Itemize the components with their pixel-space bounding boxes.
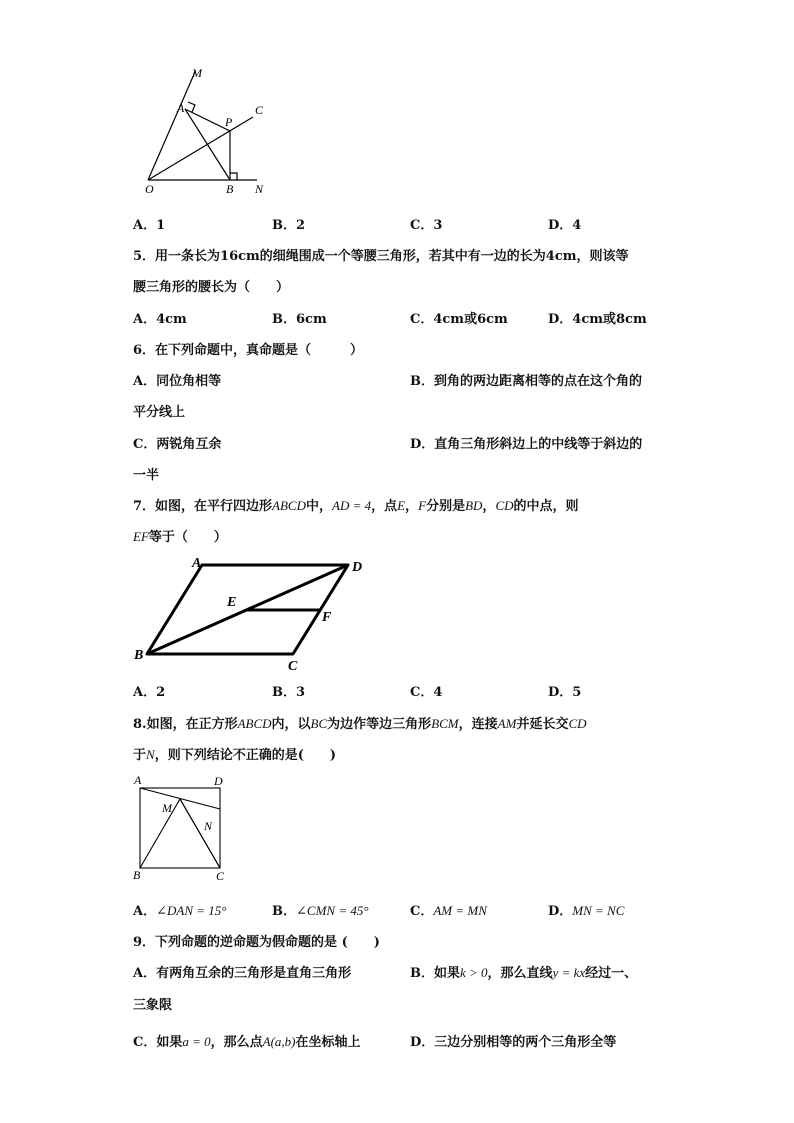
q8-option-b-label: B．: [272, 904, 296, 919]
label-e: E: [227, 595, 237, 610]
label-a: A: [177, 101, 185, 115]
q7-stem-line2: [133, 526, 227, 545]
q6-stem: 6．在下列命题中，真命题是（ ）: [133, 343, 364, 358]
label-n: N: [204, 819, 213, 833]
q8-text: 8.如图，在正方形: [133, 717, 238, 732]
q8-text: 为边作等边三角形: [327, 717, 432, 732]
q7-option-d: D．5: [548, 685, 582, 700]
q9-option-b-line1: [410, 962, 637, 981]
q9-option-d: D．三边分别相等的两个三角形全等: [410, 1035, 617, 1050]
q7-option-a: A．2: [133, 685, 166, 700]
q6-option-b-line2: 平分线上: [133, 405, 186, 420]
segment-mc: [180, 799, 220, 868]
q5-option-b: B．6cm: [272, 312, 327, 327]
q8-option-a-label: A．: [133, 904, 157, 919]
label-d: D: [352, 560, 363, 575]
q7-math-bd: BD: [465, 498, 483, 513]
q7-option-b: B．3: [272, 685, 306, 700]
q8-text: ，则下列结论不正确的是( ): [154, 748, 336, 763]
q7-text: 等于（ ）: [148, 530, 227, 545]
q8-option-b-math: ∠CMN = 45°: [296, 903, 369, 918]
q7-text: 7．如图，在平行四边形: [133, 499, 273, 514]
q5-stem-line2: 腰三角形的腰长为（ ）: [133, 280, 290, 295]
q8-text: 于: [133, 748, 147, 763]
q9-text: 在坐标轴上: [295, 1035, 361, 1050]
label-n: N: [255, 182, 264, 196]
q6-option-b-line1: B．到角的两边距离相等的点在这个角的: [410, 374, 642, 389]
q4-option-d: D．4: [548, 218, 582, 233]
figure-square: [130, 771, 240, 883]
q9-math-a0: a = 0: [182, 1034, 211, 1049]
q7-text: 分别是: [426, 499, 466, 514]
q9-text: C．如果: [133, 1035, 183, 1050]
q8-option-c-label: C．: [410, 904, 434, 919]
q7-math-abcd: ABCD: [272, 498, 306, 513]
q9-option-c: [133, 1031, 361, 1050]
q7-text: 的中点，则: [513, 499, 579, 514]
label-b: B: [134, 648, 144, 663]
q9-text: B．如果: [410, 966, 460, 981]
q9-text: 经过一、: [585, 966, 638, 981]
q8-option-b: [272, 900, 369, 919]
q8-stem-line1: [133, 713, 587, 732]
q8-math-cd: CD: [568, 716, 587, 731]
q7-option-c: C．4: [410, 685, 443, 700]
q7-text: ，点: [371, 499, 398, 514]
q9-text: ，那么点: [210, 1035, 263, 1050]
label-m: M: [192, 66, 202, 80]
q7-math-f: F: [418, 498, 427, 513]
q6-option-d-line2: 一半: [133, 468, 160, 483]
q9-math-point: A(a,b): [262, 1034, 296, 1049]
q9-option-b-line2: 三象限: [133, 998, 173, 1013]
q7-text: ，: [482, 499, 496, 514]
q7-text: ，: [405, 499, 419, 514]
q9-stem: 9．下列命题的逆命题为假命题的是 ( ): [133, 935, 380, 950]
label-p: P: [225, 115, 233, 129]
label-o: O: [145, 182, 154, 196]
q9-math-ykx: y = kx: [552, 965, 586, 980]
label-c: C: [288, 659, 298, 673]
label-m: M: [162, 801, 172, 815]
label-c: C: [216, 869, 225, 883]
q8-option-a: [133, 900, 226, 919]
q8-option-d-label: D．: [548, 904, 573, 919]
figure-parallelogram: [130, 553, 375, 673]
q8-option-c-math: AM = MN: [433, 903, 487, 918]
label-c: C: [255, 103, 264, 117]
q4-option-b: B．2: [272, 218, 306, 233]
q9-option-a: A．有两角互余的三角形是直角三角形: [133, 966, 352, 981]
q7-math-ef: EF: [133, 529, 149, 544]
q8-math-abcd: ABCD: [237, 716, 272, 731]
q8-option-c: [410, 900, 487, 919]
q8-stem-line2: [133, 744, 336, 763]
q4-option-a: A．1: [133, 218, 166, 233]
label-b: B: [226, 182, 234, 196]
triangle-bcm: [140, 799, 220, 868]
q4-option-c: C．3: [410, 218, 443, 233]
ray-om: [148, 72, 195, 180]
q6-option-c: C．两锐角互余: [133, 437, 222, 452]
label-d: D: [214, 774, 223, 788]
q8-text: ，连接: [458, 717, 498, 732]
label-b: B: [133, 868, 141, 882]
q6-option-d-line1: D．直角三角形斜边上的中线等于斜边的: [410, 437, 643, 452]
q5-stem-line1: 5．用一条长为16cm的细绳围成一个等腰三角形，若其中有一边的长为4cm，则该等: [133, 249, 629, 264]
q8-math-bcm: BCM: [431, 716, 459, 731]
q8-math-n: N: [146, 747, 155, 762]
q8-math-bc: BC: [310, 716, 328, 731]
q7-text: 中，: [306, 499, 333, 514]
q7-math-ad: AD = 4: [332, 498, 372, 513]
q9-text: ，那么直线: [487, 966, 553, 981]
label-a: A: [192, 556, 202, 571]
q8-option-a-math: ∠DAN = 15°: [156, 903, 227, 918]
q8-option-d: [548, 900, 624, 919]
label-a: A: [134, 773, 142, 787]
segment-an: [140, 788, 220, 809]
q5-option-c: C．4cm或6cm: [410, 312, 508, 327]
q5-option-d: D．4cm或8cm: [548, 312, 647, 327]
label-f: F: [322, 610, 332, 625]
q8-math-am: AM: [497, 716, 517, 731]
q7-math-cd: CD: [495, 498, 514, 513]
q5-option-a: A．4cm: [133, 312, 187, 327]
figure-angle-bisector: [135, 62, 285, 197]
q9-math-k: k > 0: [460, 965, 488, 980]
right-angle-mark-b: [230, 173, 237, 180]
q6-option-a: A．同位角相等: [133, 374, 222, 389]
q8-option-d-math: MN = NC: [572, 903, 625, 918]
q7-stem-line1: [133, 495, 579, 514]
ray-oc: [148, 117, 253, 180]
q8-text: 内，以: [271, 717, 311, 732]
q8-text: 并延长交: [516, 717, 569, 732]
q7-math-e: E: [397, 498, 406, 513]
